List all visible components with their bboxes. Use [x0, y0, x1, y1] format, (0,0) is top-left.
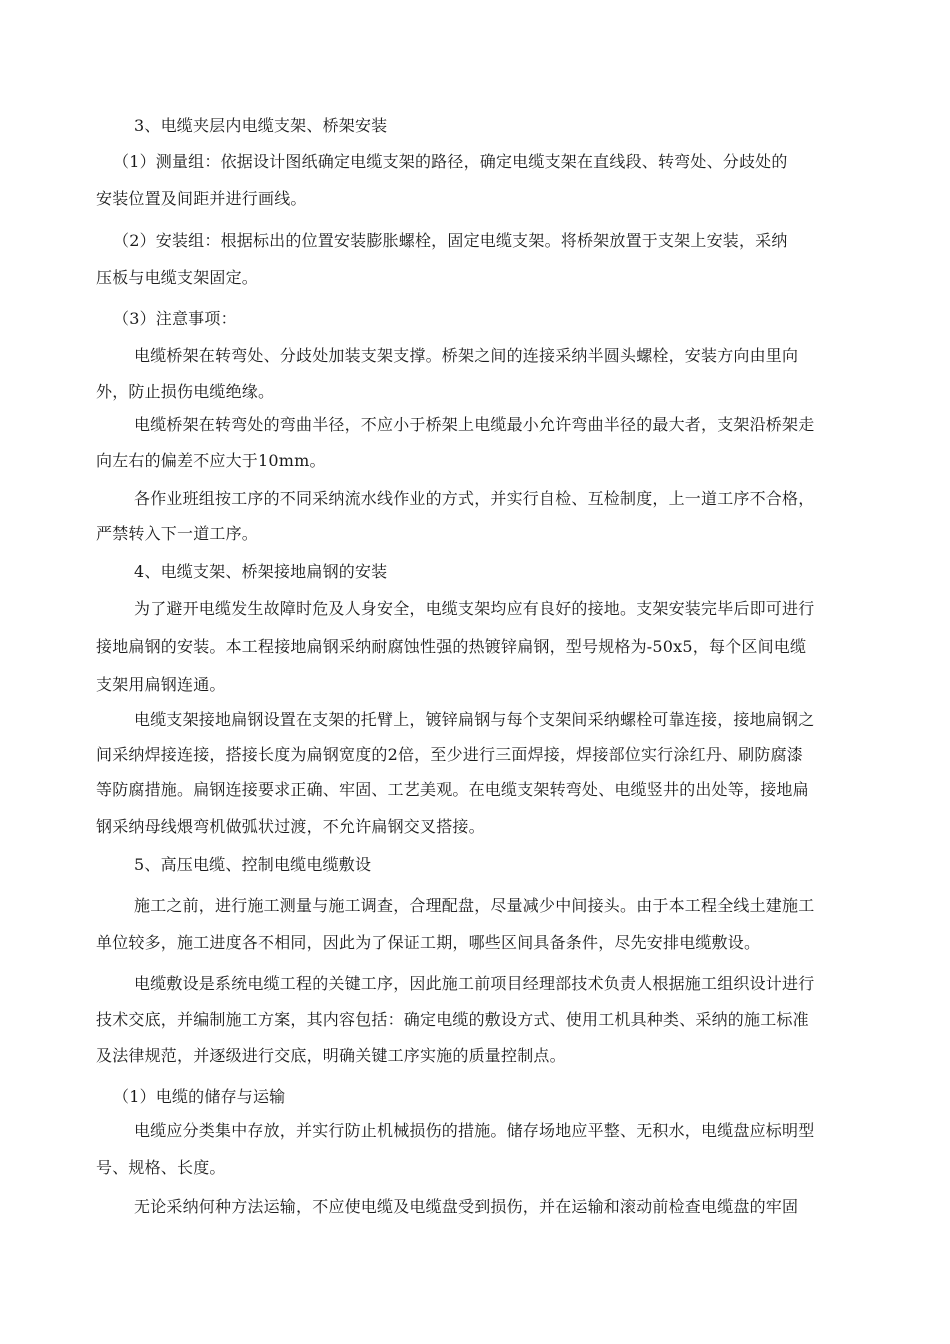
text-line: 单位较多，施工进度各不相同，因此为了保证工期，哪些区间具备条件，尽先安排电缆敷设。: [96, 933, 761, 952]
text-line: 施工之前，进行施工测量与施工调查，合理配盘，尽量减少中间接头。由于本工程全线土建施工: [134, 896, 815, 915]
text-line: 接地扁钢的安装。本工程接地扁钢采纳耐腐蚀性强的热镀锌扁钢，型号规格为-50x5，每个区间电缆: [96, 637, 807, 656]
paragraph-line: [0, 1154, 950, 1182]
paragraph-line: [0, 776, 950, 804]
paragraph-line: [0, 378, 950, 406]
subheading-line: [0, 1083, 950, 1111]
paragraph-line: [0, 264, 950, 292]
text-line: 钢采纳母线煨弯机做弧状过渡，不允许扁钢交叉搭接。: [96, 817, 485, 836]
paragraph-line: [0, 1117, 950, 1145]
text-line: 3、电缆夹层内电缆支架、桥架安装: [134, 116, 388, 135]
paragraph-line: [0, 741, 950, 769]
paragraph-line: [0, 813, 950, 841]
text-line: （2）安装组：根据标出的位置安装膨胀螺栓，固定电缆支架。将桥架放置于支架上安装，采纳: [113, 231, 788, 250]
subheading-line: [0, 305, 950, 333]
paragraph-line: [0, 148, 950, 176]
paragraph-line: [0, 970, 950, 998]
paragraph-line: [0, 892, 950, 920]
paragraph-line: [0, 929, 950, 957]
paragraph-line: [0, 1042, 950, 1070]
text-line: 间采纳焊接连接，搭接长度为扁钢宽度的2倍，至少进行三面焊接，焊接部位实行涂红丹、刷防腐漆: [96, 745, 803, 764]
text-line: 电缆应分类集中存放，并实行防止机械损伤的措施。储存场地应平整、无积水，电缆盘应标明型: [134, 1121, 815, 1140]
text-line: （3）注意事项：: [113, 309, 237, 328]
paragraph-line: [0, 1006, 950, 1034]
paragraph-line: [0, 185, 950, 213]
text-line: 支架用扁钢连通。: [96, 675, 226, 694]
paragraph-line: [0, 485, 950, 513]
section-heading-5: [0, 851, 950, 879]
paragraph-line: [0, 342, 950, 370]
text-line: （1）电缆的储存与运输: [113, 1087, 286, 1106]
text-line: 电缆支架接地扁钢设置在支架的托臂上，镀锌扁钢与每个支架间采纳螺栓可靠连接，接地扁钢之: [134, 710, 815, 729]
text-line: 电缆敷设是系统电缆工程的关键工序，因此施工前项目经理部技术负责人根据施工组织设计进行: [134, 974, 815, 993]
section-heading-3: [0, 112, 950, 140]
text-line: （1）测量组：依据设计图纸确定电缆支架的路径，确定电缆支架在直线段、转弯处、分歧处的: [113, 152, 788, 171]
paragraph-line: [0, 671, 950, 699]
paragraph-line: [0, 227, 950, 255]
paragraph-line: [0, 411, 950, 439]
paragraph-line: [0, 706, 950, 734]
text-line: 无论采纳何种方法运输，不应使电缆及电缆盘受到损伤，并在运输和滚动前检查电缆盘的牢固: [134, 1197, 799, 1216]
text-line: 为了避开电缆发生故障时危及人身安全，电缆支架均应有良好的接地。支架安装完毕后即可进行: [134, 599, 815, 618]
text-line: 安装位置及间距并进行画线。: [96, 189, 307, 208]
text-line: 向左右的偏差不应大于10mm。: [96, 451, 326, 470]
paragraph-line: [0, 633, 950, 661]
text-line: 压板与电缆支架固定。: [96, 268, 259, 287]
text-line: 外，防止损伤电缆绝缘。: [96, 382, 275, 401]
text-line: 各作业班组按工序的不同采纳流水线作业的方式，并实行自检、互检制度，上一道工序不合格，: [134, 489, 815, 508]
text-line: 5、高压电缆、控制电缆电缆敷设: [134, 855, 372, 874]
text-line: 4、电缆支架、桥架接地扁钢的安装: [134, 562, 388, 581]
text-line: 技术交底，并编制施工方案，其内容包括：确定电缆的敷设方式、使用工机具种类、采纳的施工标准: [96, 1010, 809, 1029]
text-line: 电缆桥架在转弯处、分歧处加装支架支撑。桥架之间的连接采纳半圆头螺栓，安装方向由里向: [134, 346, 799, 365]
paragraph-line: [0, 1193, 950, 1221]
text-line: 严禁转入下一道工序。: [96, 524, 259, 543]
paragraph-line: [0, 520, 950, 548]
paragraph-line: [0, 595, 950, 623]
section-heading-4: [0, 558, 950, 586]
text-line: 号、规格、长度。: [96, 1158, 226, 1177]
text-line: 及法律规范，并逐级进行交底，明确关键工序实施的质量控制点。: [96, 1046, 566, 1065]
paragraph-line: [0, 447, 950, 475]
text-line: 电缆桥架在转弯处的弯曲半径，不应小于桥架上电缆最小允许弯曲半径的最大者，支架沿桥架走: [134, 415, 815, 434]
text-line: 等防腐措施。扁钢连接要求正确、牢固、工艺美观。在电缆支架转弯处、电缆竖井的出处等，接地扁: [96, 780, 809, 799]
